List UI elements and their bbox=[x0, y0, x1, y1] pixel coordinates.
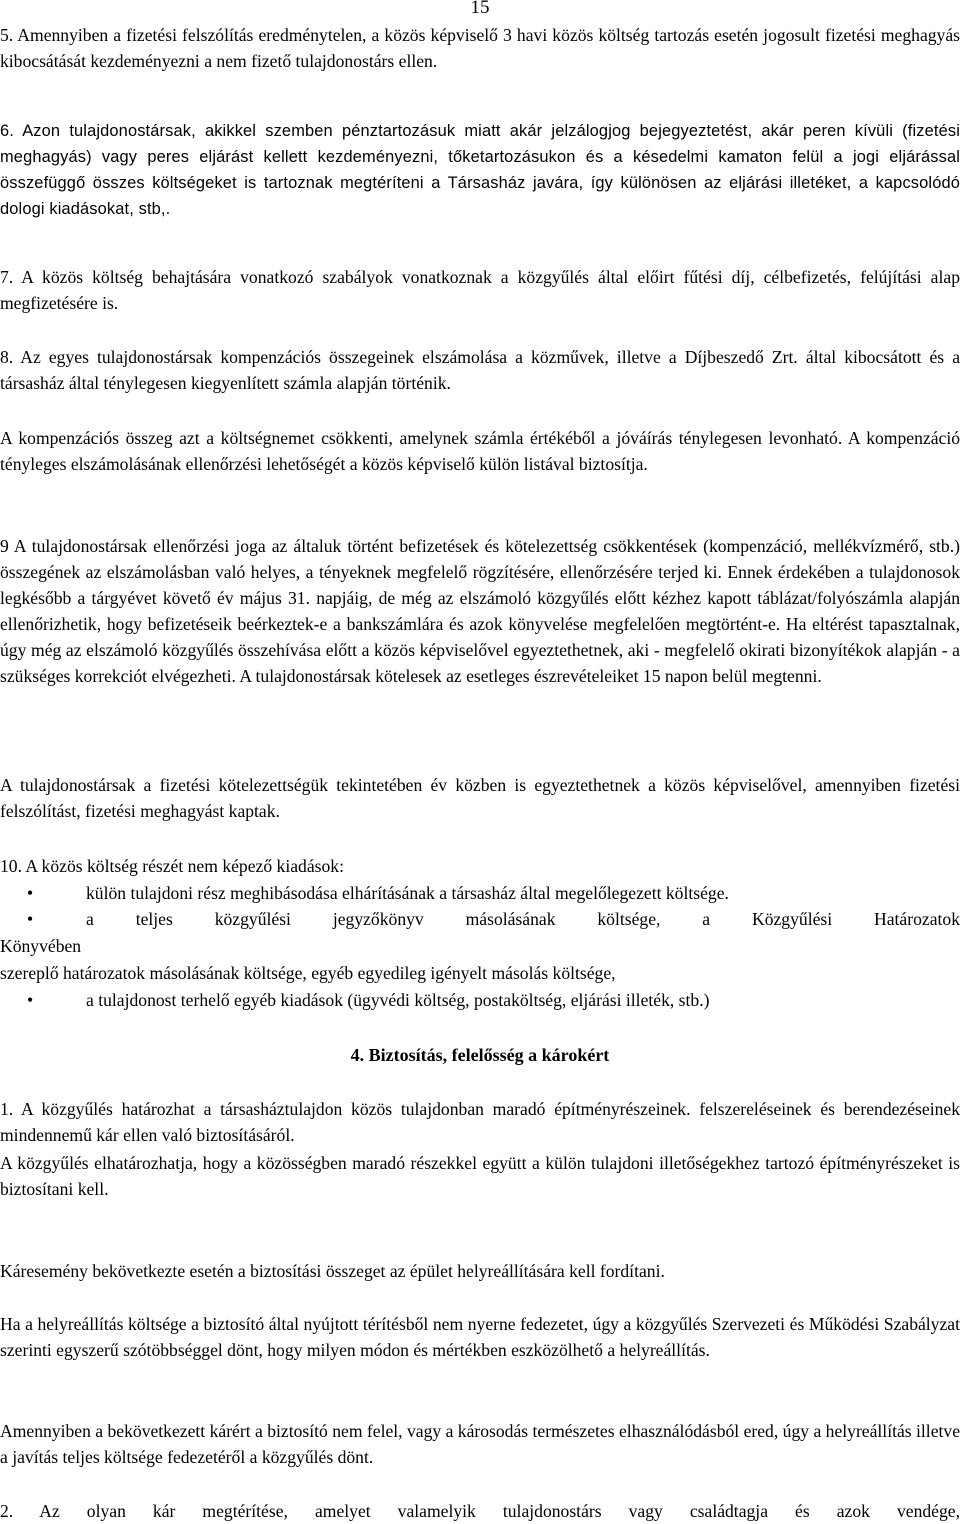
bullet-continuation: szereplő határozatok másolásának költsége, egyéb egyedileg igényelt másolás költsége, bbox=[0, 963, 616, 983]
bullet-continuation: Könyvében bbox=[0, 936, 82, 956]
section-heading: 4. Biztosítás, felelősség a károkért bbox=[350, 1045, 610, 1065]
paragraph-9: 9 A tulajdonostársak ellenőrzési joga az általuk történt befizetések és kötelezettség csökkentések (kompenzáció, mellékvízmérő, stb.) összegének az elszámolásban való helyes, a tényeknek megfelelő rögzítésére, ellenőrzésére terjed ki. Ennek érdekében a tulajdonosok legkésőbb a tárgyévet követő év május 31. napjáig, de még az elszámoló közgyűlés előtt kézhez kapott táblázat/folyószámla alapján ellenőrizhetik, hogy befizetéseik beérkeztek-e a bankszámlára és azok könyvelése megfelelően megtörtént-e. Ha eltérést tapasztalnak, úgy még az elszámoló közgyűlés összehívása előtt a közös képviselővel egyeztethetnek, aki - megfelelő okirati bizonyítékok alapján - a szükséges korrekciót elvégezheti. A tulajdonostársak kötelesek az esetleges észrevételeiket 15 napon belül megtenni. bbox=[0, 536, 960, 686]
bullet-text: külön tulajdoni rész meghibásodása elhárításának a társasház által megelőlegezett költsége. bbox=[86, 883, 729, 903]
paragraph-10: 10. A közös költség részét nem képező kiadások: bbox=[0, 856, 344, 876]
section-4-paragraph-2: A közgyűlés elhatározhatja, hogy a közösségben maradó részekkel együtt a külön tulajdoni illetőségekhez tartozó építményrészeket is biztosítani kell. bbox=[0, 1153, 960, 1199]
paragraph-8: 8. Az egyes tulajdonostársak kompenzációs összegeinek elszámolása a közművek, illetve a Díjbeszedő Zrt. által kibocsátott és a társasház által ténylegesen kiegyenlített számla alapján történik. bbox=[0, 347, 960, 393]
section-4-paragraph-1: 1. A közgyűlés határozhat a társasháztulajdon közös tulajdonban maradó építményrészeinek. felszereléseinek és berendezéseinek mindennemű kár ellen való biztosításáról. bbox=[0, 1099, 960, 1145]
bullet-icon: • bbox=[27, 883, 34, 903]
bullet-text: a tulajdonost terhelő egyéb kiadások (ügyvédi költség, postaköltség, eljárási illeték, stb.) bbox=[86, 990, 710, 1010]
bullet-icon: • bbox=[27, 909, 34, 929]
section-4-paragraph-5: Amennyiben a bekövetkezett kárért a biztosító nem felel, vagy a károsodás természetes elhasználódásból ered, úgy a helyreállítás illetve a javítás teljes költsége fedezetéről a közgyűlés dönt. bbox=[0, 1421, 960, 1467]
bullet-text: a teljes közgyűlési jegyzőkönyv másolásának költsége, a Közgyűlési Határozatok bbox=[86, 909, 960, 929]
paragraph-9-reconciliation: A tulajdonostársak a fizetési kötelezettségük tekintetében év közben is egyeztethetnek a közös képviselővel, amennyiben fizetési felszólítást, fizetési meghagyást kaptak. bbox=[0, 775, 960, 821]
section-4-paragraph-4: Ha a helyreállítás költsége a biztosító által nyújtott térítésből nem nyerne fedezetet, úgy a közgyűlés Szervezeti és Működési Szabályzat szerinti egyszerű szótöbbséggel dönt, hogy milyen módon és mértékben eszközölhető a helyreállítás. bbox=[0, 1314, 960, 1360]
paragraph-5: 5. Amennyiben a fizetési felszólítás eredménytelen, a közös képviselő 3 havi közös költség tartozás esetén jogosult fizetési meghagyás kibocsátását kezdeményezni a nem fizető tulajdonostárs ellen. bbox=[0, 25, 960, 71]
paragraph-8-compensation: A kompenzációs összeg azt a költségnemet csökkenti, amelynek számla értékéből a jóváírás ténylegesen levonható. A kompenzáció tényleges elszámolásának ellenőrzési lehetőségét a közös képviselő külön listával biztosítja. bbox=[0, 428, 960, 474]
page-number: 15 bbox=[470, 0, 490, 18]
paragraph-7: 7. A közös költség behajtására vonatkozó szabályok vonatkoznak a közgyűlés által előirt fűtési díj, célbefizetés, felújítási alap megfizetésére is. bbox=[0, 267, 960, 313]
bullet-icon: • bbox=[27, 990, 34, 1010]
section-4-paragraph-3: Káresemény bekövetkezte esetén a biztosítási összeget az épület helyreállítására kell fordítani. bbox=[0, 1261, 665, 1281]
section-4-paragraph-6: 2. Az olyan kár megtérítése, amelyet valamelyik tulajdonostárs vagy családtagja és azok vendége, bbox=[0, 1501, 960, 1521]
paragraph-6: 6. Azon tulajdonostársak, akikkel szemben pénztartozásuk miatt akár jelzálogjog bejegyeztetést, akár peren kívüli (fizetési meghagyás) vagy peres eljárást kellett kezdeményezni, tőketartozásukon és a késedelmi kamaton felül a jogi eljárással összefüggő összes költségeket is tartoznak megtéríteni a Társasház javára, így különösen az eljárási illetéket, a kapcsolódó dologi kiadásokat, stb,. bbox=[0, 122, 960, 218]
